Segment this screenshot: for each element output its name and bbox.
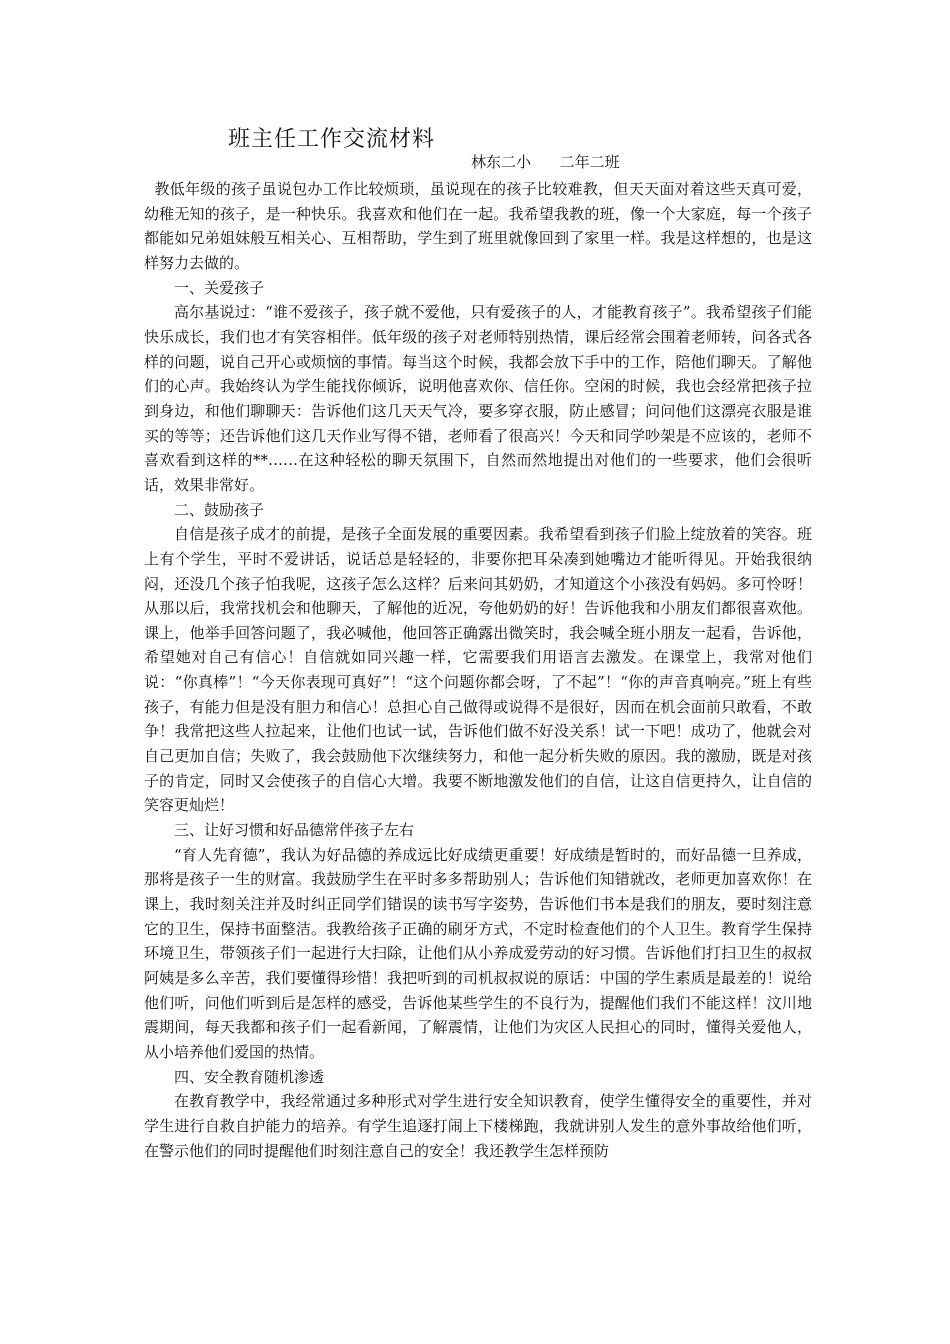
document-body (144, 177, 812, 1163)
section-heading: 三、让好习惯和好品德常伴孩子左右 (174, 821, 415, 840)
document-title: 班主任工作交流材料 (228, 127, 436, 152)
body-paragraph: 在教育教学中，我经常通过多种形式对学生进行安全知识教育，使学生懂得安全的重要性，并对学生进行自救自护能力的培养。有学生追逐打闹上下楼梯跑，我就讲别人发生的意外事故给他们听，在警示他们的同时提醒他们时刻注意自己的安全！我还教学生怎样预防 (144, 1092, 812, 1160)
section-heading: 二、鼓励孩子 (174, 500, 265, 519)
body-paragraph: 自信是孩子成才的前提，是孩子全面发展的重要因素。我希望看到孩子们脸上绽放着的笑容。班上有个学生，平时不爱讲话，说话总是轻轻的，非要你把耳朵凑到她嘴边才能听得见。开始我很纳闷，还没几个孩子怕我呢，这孩子怎么这样？后来问其奶奶，才知道这个小孩没有妈妈。多可怜呀！从那以后，我常找机会和他聊天，了解他的近况，夸他奶奶的好！告诉他我和小朋友们都很喜欢他。课上，他举手回答问题了，我必喊他，他回答正确露出微笑时，我会喊全班小朋友一起看，告诉他，希望她对自己有信心！自信就如同兴趣一样，它需要我们用语言去激发。在课堂上，我常对他们说：“你真棒”！“今天你表现可真好”！“这个问题你都会呀，了不起”！“你的声音真响亮。”班上有些孩子，有能力但是没有胆力和信心！总担心自己做得或说得不是很好，因而在机会面前只敢看，不敢争！我常把这些人拉起来，让他们也试一试，告诉他们做不好没关系！试一下吧！成功了，他就会对自己更加自信；失败了，我会鼓励他下次继续努力，和他一起分析失败的原因。我的激励，既是对孩子的肯定，同时又会使孩子的自信心大增。我要不断地激发他们的自信，让这自信更持久，让自信的笑容更灿烂！ (144, 525, 812, 815)
body-paragraph: 高尔基说过：“谁不爱孩子，孩子就不爱他，只有爱孩子的人，才能教育孩子”。我希望孩子们能快乐成长，我们也才有笑容相伴。低年级的孩子对老师特别热情，课后经常会围着老师转，问各式各样的问题，说自己开心或烦恼的事情。每当这个时候，我都会放下手中的工作，陪他们聊天。了解他们的心声。我始终认为学生能找你倾诉，说明他喜欢你、信任你。空闲的时候，我也会经常把孩子拉到身边，和他们聊聊天：告诉他们这几天天气冷，要多穿衣服，防止感冒；问问他们这漂亮衣服是谁买的等等；还告诉他们这几天作业写得不错，老师看了很高兴！今天和同学吵架是不应该的，老师不喜欢看到这样的**……在这种轻松的聊天氛围下，自然而然地提出对他们的一些要求，他们会很听话，效果非常好。 (144, 303, 812, 494)
section-heading: 四、安全教育随机渗透 (174, 1067, 325, 1086)
section-heading: 一、关爱孩子 (174, 278, 265, 297)
body-paragraph: “育人先育德”，我认为好品德的养成远比好成绩更重要！好成绩是暂时的，而好品德一旦养成，那将是孩子一生的财富。我鼓励学生在平时多多帮助别人；告诉他们知错就改，老师更加喜欢你！在课上，我时刻关注并及时纠正同学们错误的读书写字姿势，告诉他们书本是我们的朋友，要时刻注意它的卫生，保持书面整洁。我教给孩子正确的刷牙方式，不定时检查他们的个人卫生。教育学生保持环境卫生，带领孩子们一起进行大扫除，让他们从小养成爱劳动的好习惯。告诉他们打扫卫生的叔叔阿姨是多么辛苦，我们要懂得珍惜！我把听到的司机叔叔说的原话：中国的学生素质是最差的！说给他们听，问他们听到后是怎样的感受，告诉他某些学生的不良行为，提醒他们我们不能这样！汶川地震期间，每天我都和孩子们一起看新闻，了解震情，让他们为灾区人民担心的同时，懂得关爱他人，从小培养他们爱国的热情。 (144, 845, 812, 1061)
document-subtitle: 林东二小 二年二班 (471, 153, 620, 171)
intro-paragraph: 教低年级的孩子虽说包办工作比较烦琐，虽说现在的孩子比较难教，但天天面对着这些天真可爱，幼稚无知的孩子，是一种快乐。我喜欢和他们在一起。我希望我教的班，像一个大家庭，每一个孩子都能如兄弟姐妹般互相关心、互相帮助，学生到了班里就像回到了家里一样。我是这样想的，也是这样努力去做的。 (144, 180, 812, 272)
